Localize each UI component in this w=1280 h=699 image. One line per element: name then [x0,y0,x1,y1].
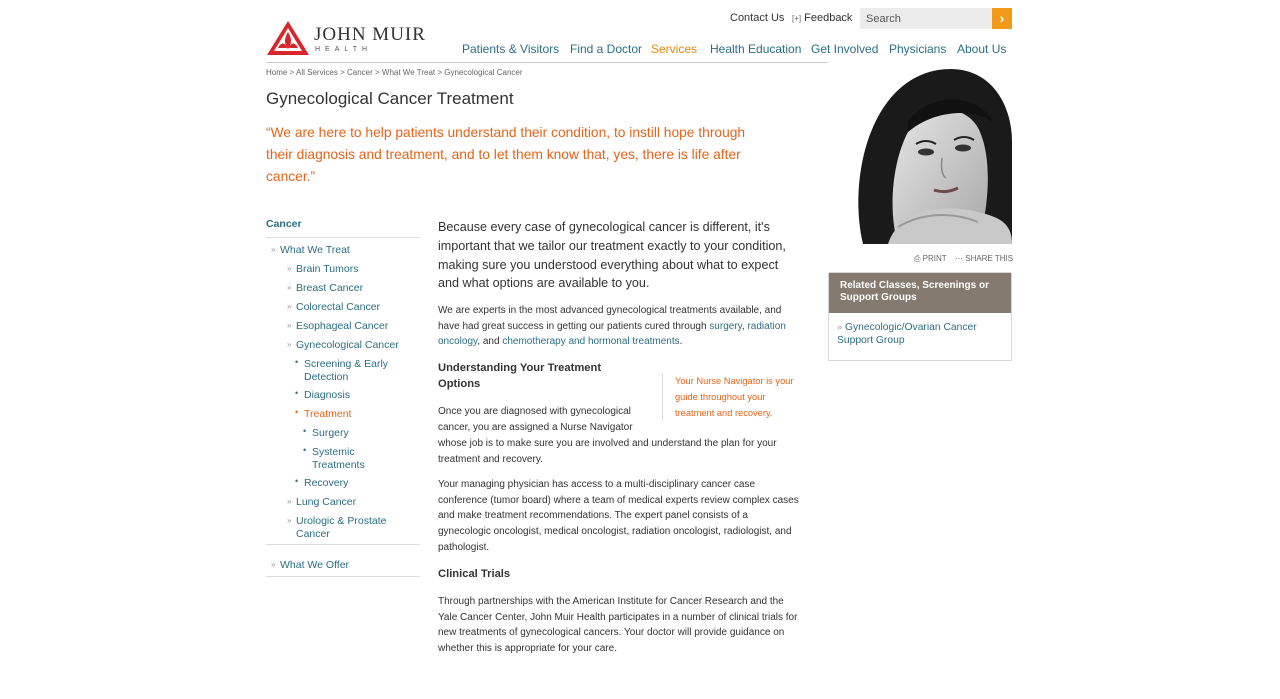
section-nav-heading[interactable]: Cancer [266,218,302,230]
page-tools [900,254,1012,264]
nav-services[interactable]: Services [651,42,698,56]
page-title: Gynecological Cancer Treatment [266,89,514,108]
search-box [860,8,1012,29]
chevron-right-icon: » [287,321,292,330]
heading-understanding-treatment: Understanding Your Treatment Options [438,362,602,390]
print-link[interactable] [914,254,947,264]
chemotherapy-link[interactable]: chemotherapy and hormonal treatments [502,336,680,348]
related-classes-box [828,272,1012,361]
divider [266,544,420,545]
breadcrumb-all-services[interactable]: All Services [296,68,338,77]
breadcrumb-what-we-treat[interactable]: What We Treat [381,68,436,77]
bullet-icon: • [303,445,307,455]
nav-find-a-doctor[interactable]: Find a Doctor [570,42,643,56]
divider [266,237,420,238]
section-nav [266,218,420,578]
bullet-icon: • [295,407,299,417]
nav-lung-cancer[interactable]: Lung Cancer [296,496,357,508]
nav-breast-cancer[interactable]: Breast Cancer [296,282,364,294]
nav-what-we-offer[interactable]: What We Offer [280,559,350,571]
feedback-label: Feedback [804,12,853,24]
chevron-right-icon: » [287,283,292,292]
contact-us-link[interactable]: Contact Us [730,12,785,24]
text: , and [477,336,503,348]
nav-surgery[interactable]: Surgery [312,427,349,439]
nav-diagnosis[interactable]: Diagnosis [304,389,351,401]
paragraph-clinical-trials: Through partnerships with the American Institute for Cancer Research and the Yale Cancer Center, John Muir Health participates in a number of clinical trials for new treatments of gynecological cancers. Your doctor will provide guidance on whether this is appropriate for your care. [438,596,798,655]
main-nav [456,42,1016,58]
chevron-right-icon: » [271,245,276,254]
nav-systemic-treatments[interactable]: Systemic Treatments [312,446,365,471]
utility-links [700,12,860,26]
chevron-right-icon: » [287,264,292,273]
logo[interactable] [266,20,426,56]
nav-health-education[interactable]: Health Education [710,42,802,56]
nav-gynecological-cancer[interactable]: Gynecological Cancer [296,339,399,351]
breadcrumb-separator: > [289,68,295,77]
chevron-right-icon: » [287,497,292,506]
nav-get-involved[interactable]: Get Involved [811,42,879,56]
bullet-icon: • [295,388,299,398]
heading-clinical-trials: Clinical Trials [438,568,511,580]
related-link-label: Gynecologic/Ovarian Cancer Support Group [837,322,977,346]
chevron-right-icon: » [271,560,276,569]
chevron-right-icon: » [287,516,292,525]
feedback-link[interactable] [792,12,852,24]
bullet-icon: • [295,476,299,486]
bullet-icon: • [295,357,299,367]
chevron-right-icon: » [837,322,843,332]
search-button[interactable] [992,8,1012,29]
nav-about-us[interactable]: About Us [957,42,1007,56]
text: . [679,336,683,348]
paragraph-tumor-board: Your managing physician has access to a multi-disciplinary cancer case conference (tumor board) where a team of medical experts review complex cases and make treatment recommendations. The expert panel consists of a gynecologic oncologist, medical oncologist, radiation oncologist, radiologist, and pathologist. [438,479,799,553]
nav-esophageal-cancer[interactable]: Esophageal Cancer [296,320,389,332]
nav-urologic-prostate-cancer[interactable]: Urologic & Prostate Cancer [296,515,387,540]
share-icon: ⋯ [955,254,963,263]
nav-brain-tumors[interactable]: Brain Tumors [296,263,359,275]
nurse-navigator-callout: Your Nurse Navigator is your guide throughout your treatment and recovery. [662,373,802,421]
nav-patients-visitors[interactable]: Patients & Visitors [462,42,560,56]
breadcrumb-separator: > [437,68,443,77]
text: , [741,320,748,332]
chevron-right-icon: › [999,10,1005,26]
search-input[interactable] [860,8,992,29]
paragraph-nurse-navigator-cont: whose job is to make sure you are involved and understand the plan for your treatment and recovery. [438,438,777,465]
nav-screening-early-detection[interactable]: Screening & Early Detection [304,358,389,383]
breadcrumb-separator: > [375,68,380,77]
share-link[interactable] [955,254,1013,263]
pull-quote: “We are here to help patients understand their condition, to instill hope through their diagnosis and treatment, and to let them know that, yes, there is life after cancer.” [266,125,746,184]
feedback-icon: [+] [792,14,802,23]
breadcrumb [266,68,523,77]
nav-colorectal-cancer[interactable]: Colorectal Cancer [296,301,381,313]
nav-physicians[interactable]: Physicians [889,42,947,56]
related-heading: Related Classes, Screenings or Support Groups [829,273,1011,313]
logo-leaf-icon [266,20,310,56]
breadcrumb-current: Gynecological Cancer [444,68,523,77]
logo-subtitle: HEALTH [315,46,373,53]
paragraph-nurse-navigator: Once you are diagnosed with gynecological cancer, you are assigned a Nurse Navigator [438,406,633,433]
share-label: SHARE THIS [965,254,1014,263]
woman-portrait-image [828,62,1012,244]
radiation-oncology-link[interactable]: radiation oncology [438,320,786,348]
paragraph-expertise [438,303,798,350]
nav-recovery[interactable]: Recovery [304,477,349,489]
bullet-icon: • [303,426,307,436]
breadcrumb-home[interactable]: Home [266,68,288,77]
chevron-right-icon: » [287,340,292,349]
related-link-gyn-support[interactable] [837,321,1007,347]
breadcrumb-separator: > [340,68,345,77]
logo-name: JOHN MUIR [314,24,426,45]
printer-icon: ⎙ [914,254,921,263]
hero-image [828,62,1012,244]
chevron-right-icon: » [287,302,292,311]
surgery-link[interactable]: surgery [709,320,742,332]
main-content [438,218,802,668]
print-label: PRINT [922,254,947,263]
breadcrumb-cancer[interactable]: Cancer [346,68,373,77]
intro-paragraph: Because every case of gynecological cancer is different, it's important that we tailor our treatment exactly to your condition, making sure you understood everything about what to expect and what options are available to you. [438,220,786,291]
nav-treatment[interactable]: Treatment [304,408,352,420]
divider [266,576,420,577]
text: We are experts in the most advanced gynecological treatments available, and have had great success in getting our patients cured through [438,305,782,332]
nav-what-we-treat[interactable]: What We Treat [280,244,350,256]
